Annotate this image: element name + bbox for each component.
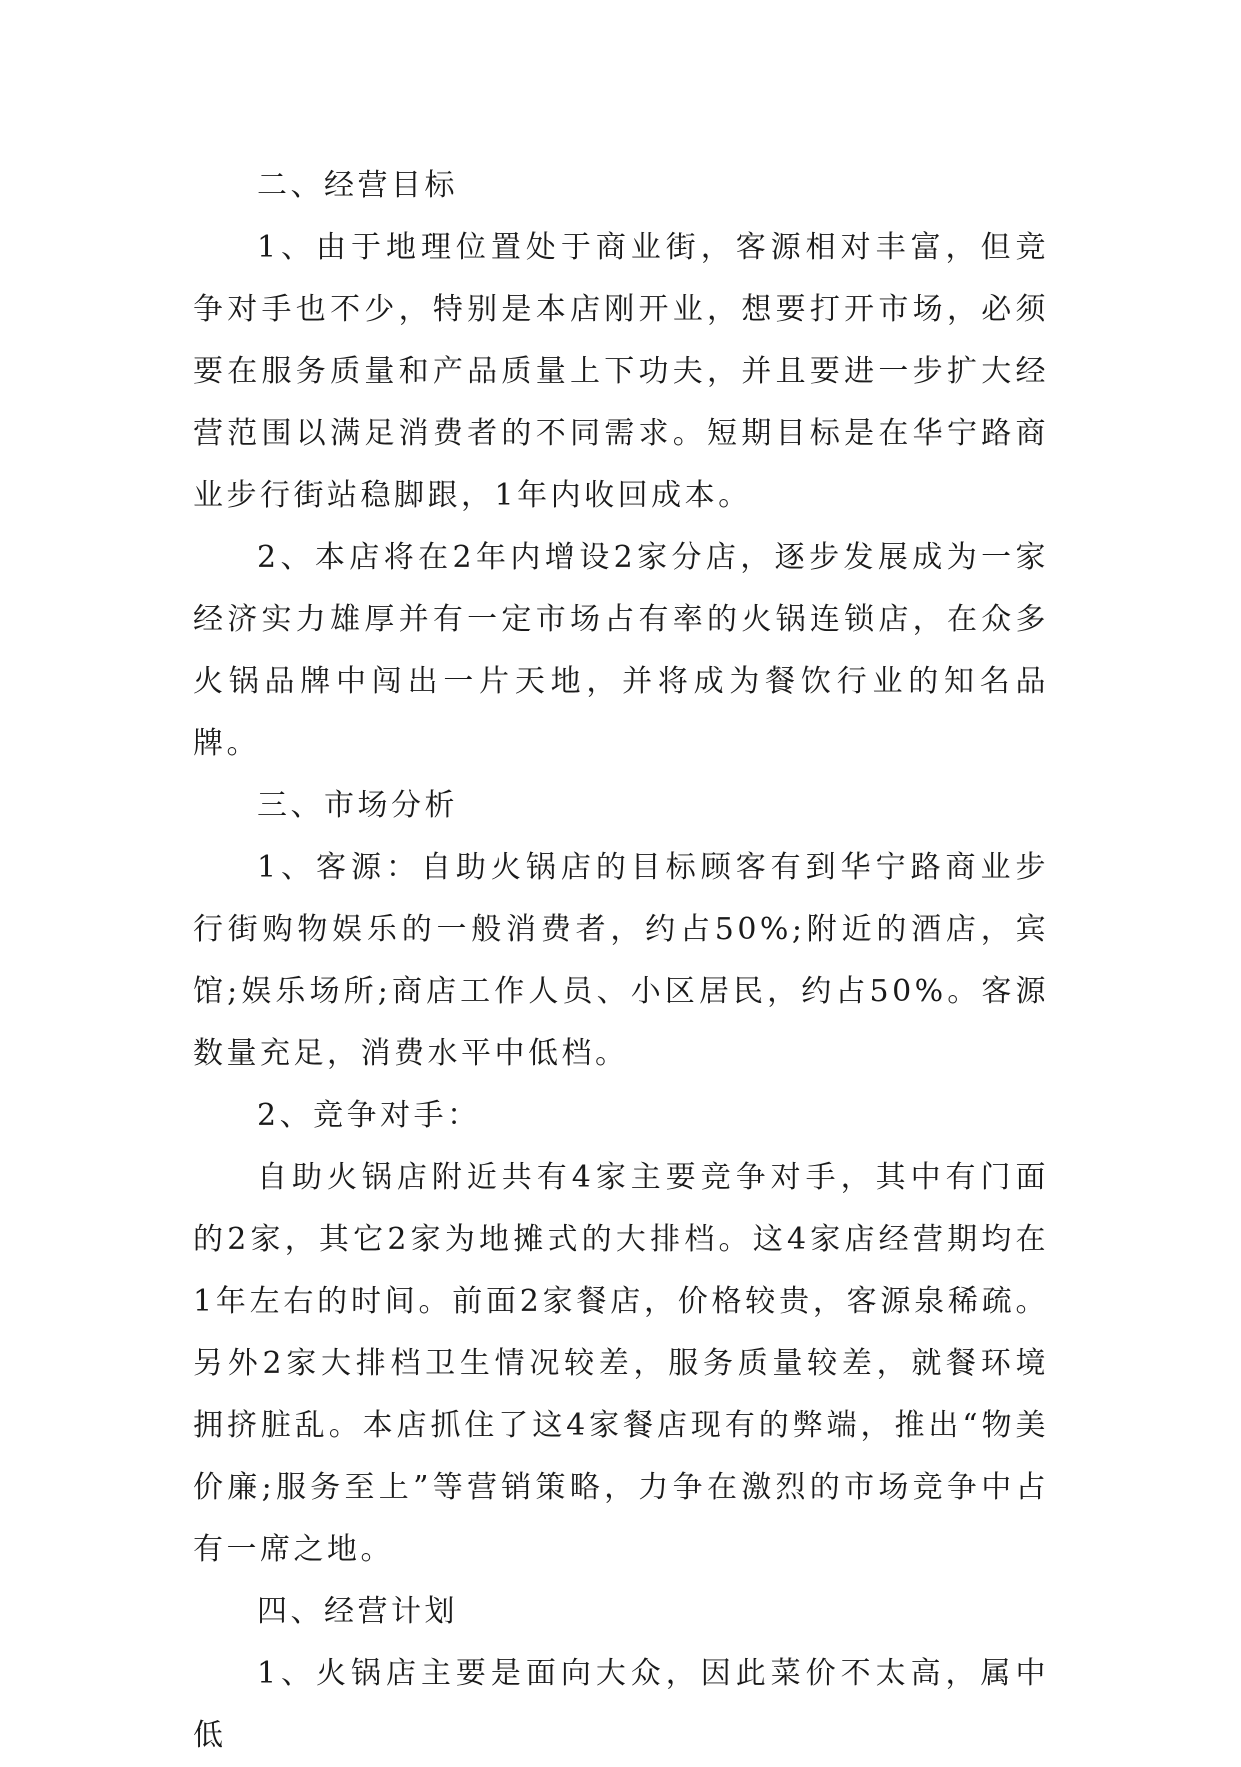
section-heading-market-analysis: 三、市场分析 [257,788,458,823]
section-heading-business-goals: 二、经营目标 [257,168,458,203]
paragraph-market-3: 自助火锅店附近共有4家主要竞争对手，其中有门面的2家，其它2家为地摊式的大排档。这4家店经营期均在1年左右的时间。前面2家餐店，价格较贵，客源泉稀疏。另外2家大排档卫生情况较差，服务质量较差，就餐环境拥挤脏乱。本店抓住了这4家餐店现有的弊端，推出“物美价廉;服务至上”等营销策略，力争在激烈的市场竞争中占有一席之地。 [193,1160,1049,1567]
paragraph-market-1: 1、客源：自助火锅店的目标顾客有到华宁路商业步行街购物娱乐的一般消费者，约占50%;附近的酒店，宾馆;娱乐场所;商店工作人员、小区居民，约占50%。客源数量充足，消费水平中低档。 [193,850,1049,1071]
paragraph-market-2: 2、竞争对手： [257,1098,481,1133]
paragraph-plan-1: 1、火锅店主要是面向大众，因此菜价不太高，属中低 [193,1656,1049,1753]
paragraph-goals-2: 2、本店将在2年内增设2家分店，逐步发展成为一家经济实力雄厚并有一定市场占有率的火锅连锁店，在众多火锅品牌中闯出一片天地，并将成为餐饮行业的知名品牌。 [193,540,1049,761]
section-heading-business-plan: 四、经营计划 [257,1594,458,1629]
document-page [193,155,1049,1767]
paragraph-goals-1: 1、由于地理位置处于商业街，客源相对丰富，但竞争对手也不少，特别是本店刚开业，想要打开市场，必须要在服务质量和产品质量上下功夫，并且要进一步扩大经营范围以满足消费者的不同需求。短期目标是在华宁路商业步行街站稳脚跟，1年内收回成本。 [193,230,1049,513]
